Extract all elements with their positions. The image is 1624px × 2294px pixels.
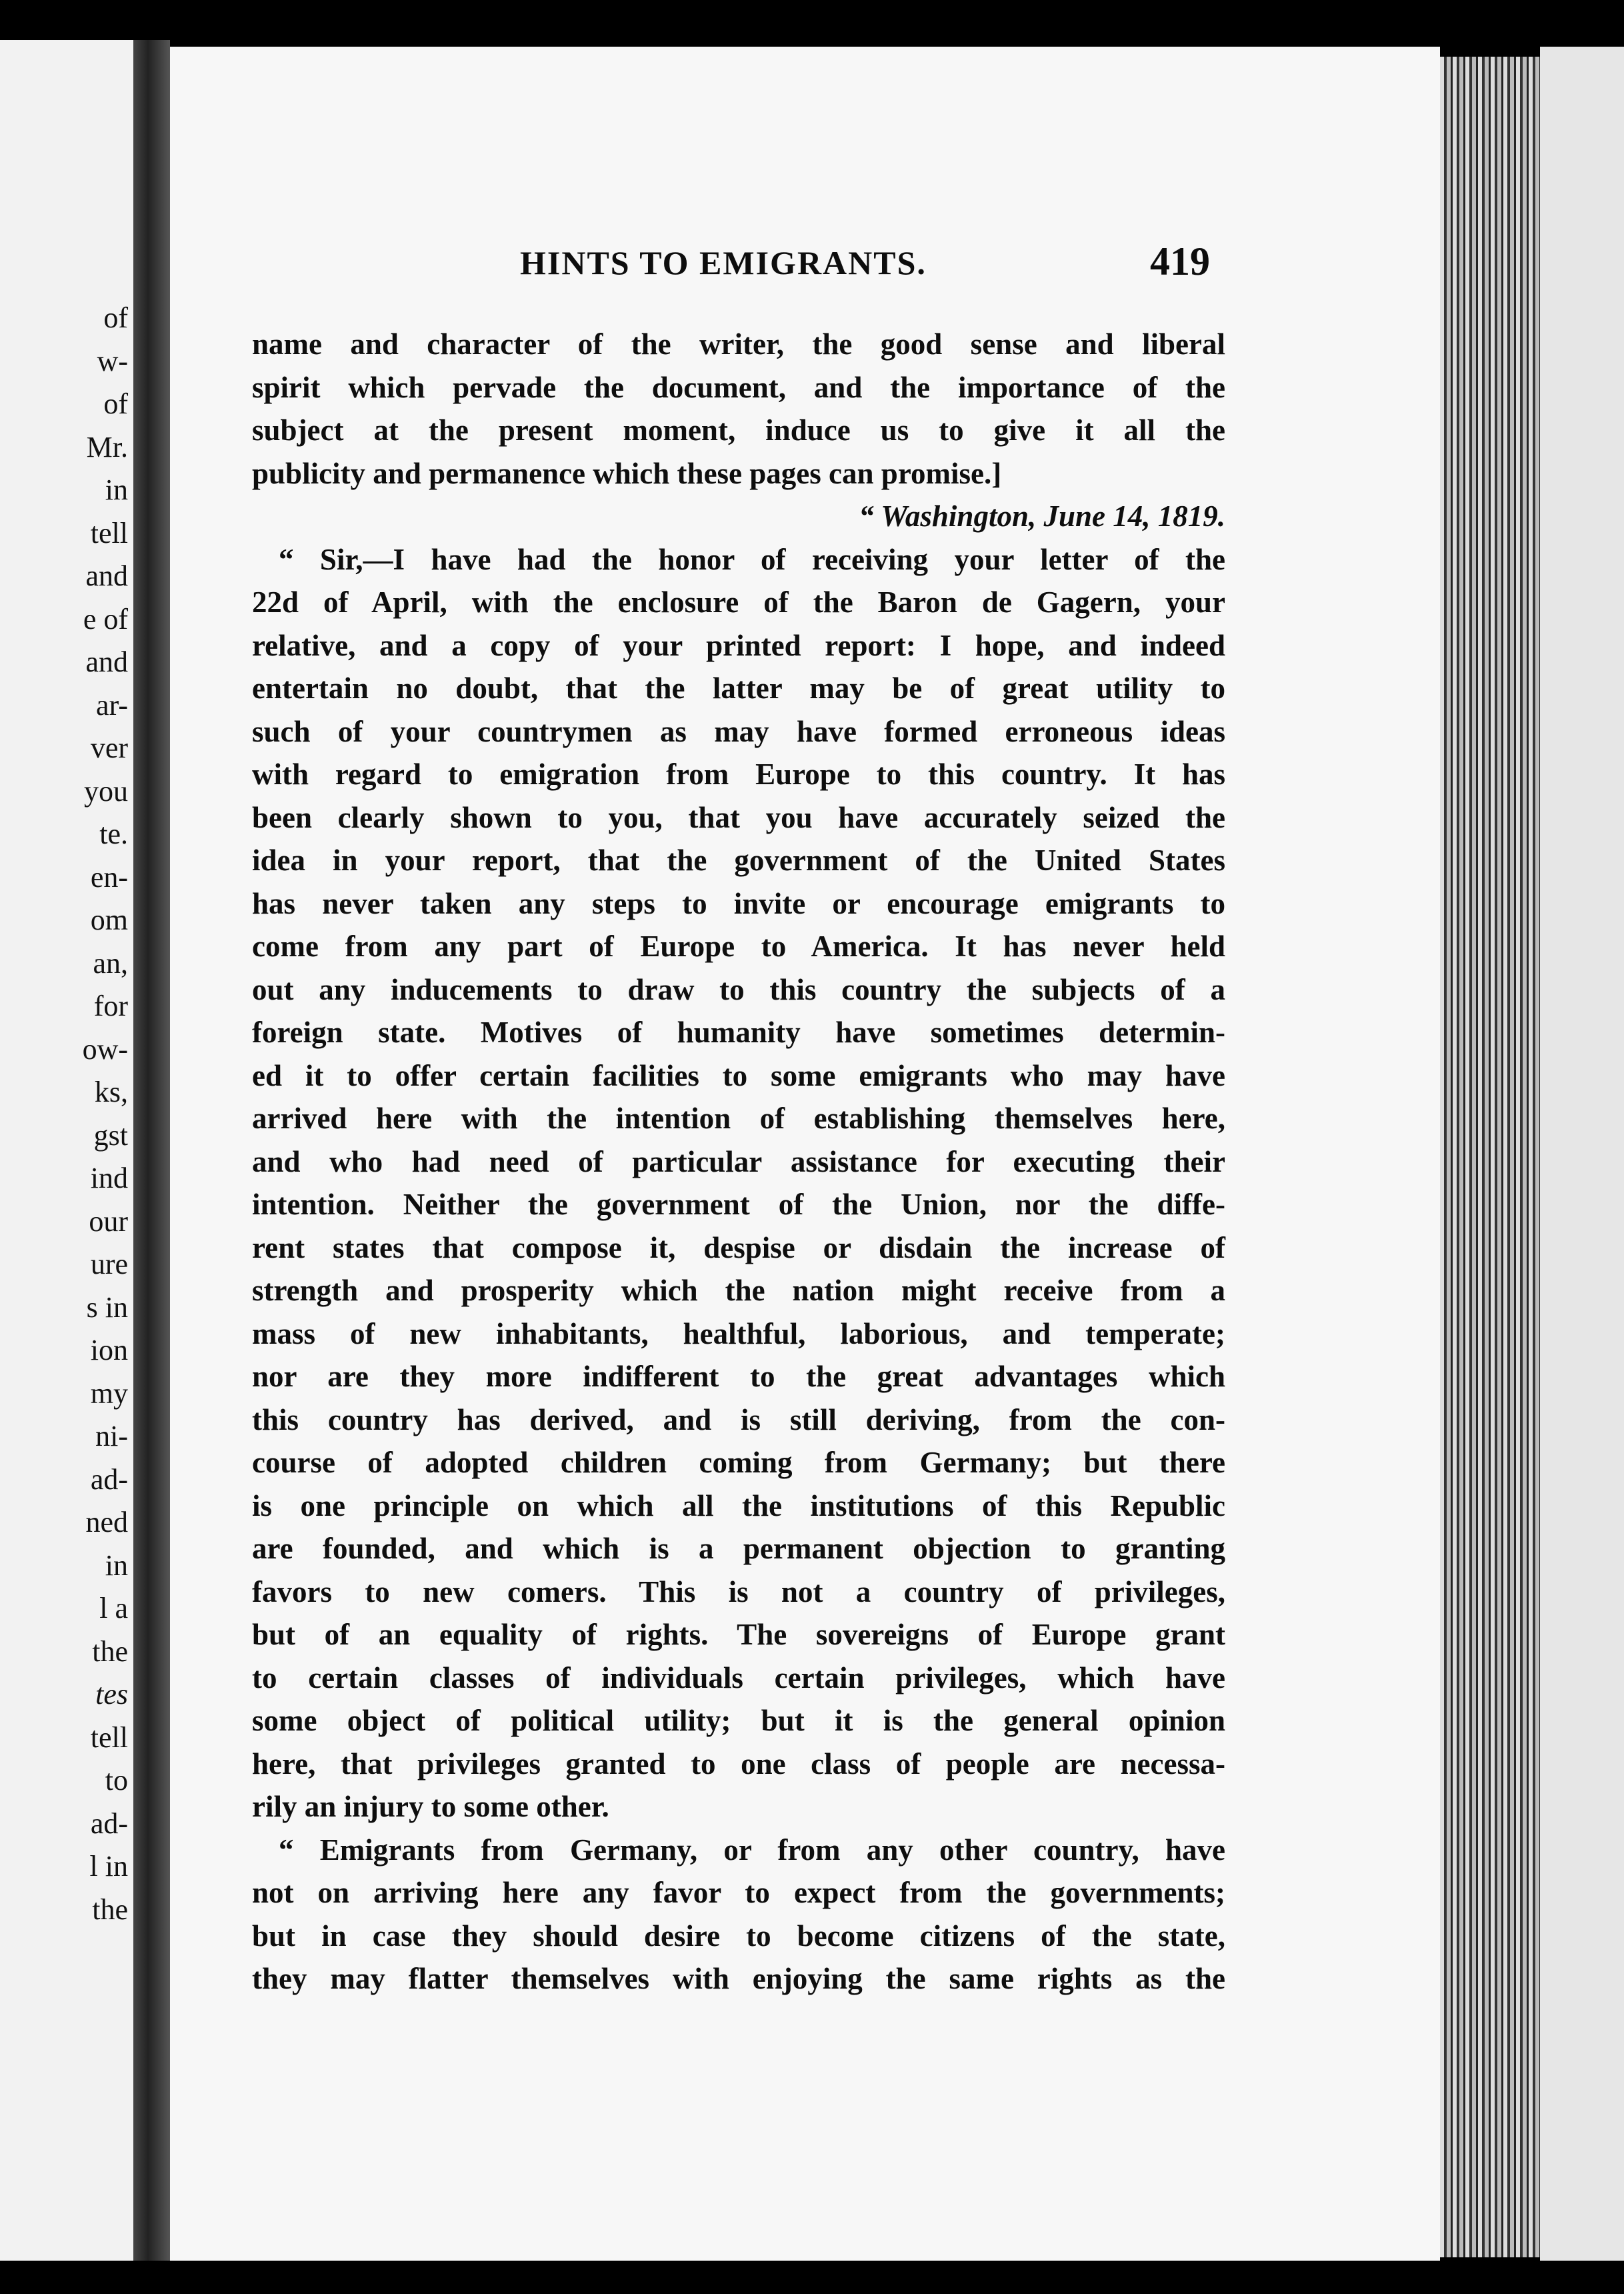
facing-page-line-fragment: ks,: [94, 1076, 128, 1108]
facing-page-line-fragment: ure: [90, 1248, 128, 1280]
facing-page-line-fragment: for: [93, 990, 128, 1022]
text-line: intention. Neither the government of the Union, nor the diffe-: [252, 1188, 1225, 1221]
facing-page-line-fragment: ind: [90, 1162, 128, 1194]
text-line: come from any part of Europe to America. It has never held: [252, 930, 1225, 963]
page-number: 419: [1150, 239, 1210, 283]
facing-page-line-fragment: tell: [90, 516, 128, 549]
text-line: are founded, and which is a permanent objection to granting: [252, 1532, 1225, 1565]
text-line: ed it to offer certain facilities to some emigrants who may have: [252, 1058, 1225, 1092]
text-line: such of your countrymen as may have formed erroneous ideas: [252, 714, 1225, 748]
facing-page-line-fragment: my: [90, 1376, 128, 1410]
facing-page-line-fragment: the: [92, 1893, 128, 1926]
facing-page-line-fragment: an,: [93, 946, 128, 980]
page-edges: [1440, 57, 1540, 2257]
book-gutter: [133, 40, 170, 2261]
facing-page-line-fragment: and: [85, 559, 128, 592]
text-line: favors to new comers. This is not a country of privileges,: [252, 1574, 1225, 1608]
facing-page-line-fragment: you: [84, 774, 128, 808]
text-line: mass of new inhabitants, healthful, laborious, and temperate;: [252, 1316, 1225, 1350]
facing-page-fragment: [0, 40, 133, 2261]
facing-page-line-fragment: w-: [97, 344, 128, 377]
text-line: rent states that compose it, despise or disdain the increase of: [252, 1230, 1225, 1264]
text-line: spirit which pervade the document, and the importance of the: [252, 370, 1225, 404]
text-line: has never taken any steps to invite or encourage emigrants to: [252, 886, 1225, 920]
text-line: foreign state. Motives of humanity have sometimes determin-: [252, 1016, 1225, 1049]
facing-page-line-fragment: e of: [83, 602, 128, 636]
body-text: [252, 323, 1225, 2001]
running-head: HINTS TO EMIGRANTS.: [520, 244, 927, 281]
scan-border-top: [0, 0, 1624, 47]
facing-page-line-fragment: tell: [90, 1720, 128, 1754]
text-line: been clearly shown to you, that you have accurately seized the: [252, 800, 1225, 834]
facing-page-line-fragment: ion: [90, 1334, 128, 1366]
facing-page-line-fragment: s in: [86, 1290, 128, 1324]
facing-page-line-fragment: l in: [89, 1850, 128, 1883]
text-line: “ Sir,—I have had the honor of receiving your letter of the: [279, 542, 1225, 576]
text-line: arrived here with the intention of establishing themselves here,: [252, 1102, 1225, 1135]
facing-page-line-fragment: of: [103, 301, 128, 334]
text-line: but in case they should desire to become citizens of the state,: [252, 1919, 1225, 1953]
facing-page-line-fragment: of: [103, 387, 128, 420]
facing-page-line-fragment: in: [105, 473, 128, 506]
facing-page-line-fragment: Mr.: [86, 430, 128, 463]
text-line: entertain no doubt, that the latter may be of great utility to: [252, 672, 1225, 705]
facing-page-line-fragment: en-: [90, 860, 128, 894]
text-line: idea in your report, that the government of the United States: [252, 844, 1225, 877]
text-line: this country has derived, and is still deriving, from the con-: [252, 1402, 1225, 1436]
letter-dateline: “ Washington, June 14, 1819.: [859, 499, 1225, 533]
facing-page-line-fragment: ow-: [82, 1032, 128, 1066]
facing-page-line-fragment: ned: [85, 1506, 128, 1538]
facing-page-line-fragment: te.: [99, 818, 128, 850]
facing-page-line-fragment: ver: [90, 732, 128, 764]
text-line: rily an injury to some other.: [252, 1790, 609, 1823]
text-line: but of an equality of rights. The sovereigns of Europe grant: [252, 1618, 1225, 1651]
text-line: course of adopted children coming from Germany; but there: [252, 1446, 1225, 1479]
text-line: subject at the present moment, induce us to give it all the: [252, 413, 1225, 447]
facing-page-line-fragment: om: [90, 904, 128, 936]
facing-page-line-fragment: to: [105, 1764, 128, 1797]
facing-page-line-fragment: tes: [95, 1678, 128, 1710]
scan-margin-right: [1540, 47, 1624, 2261]
text-line: here, that privileges granted to one class of people are necessa-: [252, 1747, 1225, 1781]
facing-page-line-fragment: our: [89, 1204, 128, 1238]
facing-page-line-fragment: ar-: [96, 688, 128, 722]
facing-page-line-fragment: ad-: [90, 1807, 128, 1840]
facing-page-line-fragment: l a: [99, 1592, 128, 1624]
facing-page-line-fragment: in: [105, 1548, 128, 1582]
text-line: strength and prosperity which the nation might receive from a: [252, 1274, 1225, 1307]
text-line: with regard to emigration from Europe to this country. It has: [252, 758, 1225, 791]
text-line: 22d of April, with the enclosure of the Baron de Gagern, your: [252, 586, 1225, 619]
text-line: nor are they more indifferent to the great advantages which: [252, 1360, 1225, 1393]
facing-page-line-fragment: gst: [93, 1118, 128, 1152]
text-line: “ Emigrants from Germany, or from any other country, have: [279, 1833, 1225, 1867]
text-line: not on arriving here any favor to expect from the governments;: [252, 1876, 1225, 1909]
facing-page-line-fragment: the: [92, 1634, 128, 1668]
text-line: and who had need of particular assistance for executing their: [252, 1144, 1225, 1178]
text-line: some object of political utility; but it is the general opinion: [252, 1704, 1225, 1737]
text-line: name and character of the writer, the good sense and liberal: [252, 327, 1225, 361]
facing-page-line-fragment: and: [85, 646, 128, 678]
text-line: out any inducements to draw to this country the subjects of a: [252, 972, 1225, 1006]
text-line: to certain classes of individuals certain privileges, which have: [252, 1660, 1225, 1694]
facing-page-line-fragment: ad-: [90, 1462, 128, 1496]
scan-border-bottom: [0, 2261, 1624, 2294]
text-line: relative, and a copy of your printed report: I hope, and indeed: [252, 628, 1225, 662]
text-line: they may flatter themselves with enjoying the same rights as the: [252, 1962, 1225, 1995]
facing-page-line-fragment: ni-: [95, 1420, 128, 1452]
text-line: is one principle on which all the institutions of this Republic: [252, 1488, 1225, 1522]
text-line: publicity and permanence which these pages can promise.]: [252, 456, 1002, 490]
